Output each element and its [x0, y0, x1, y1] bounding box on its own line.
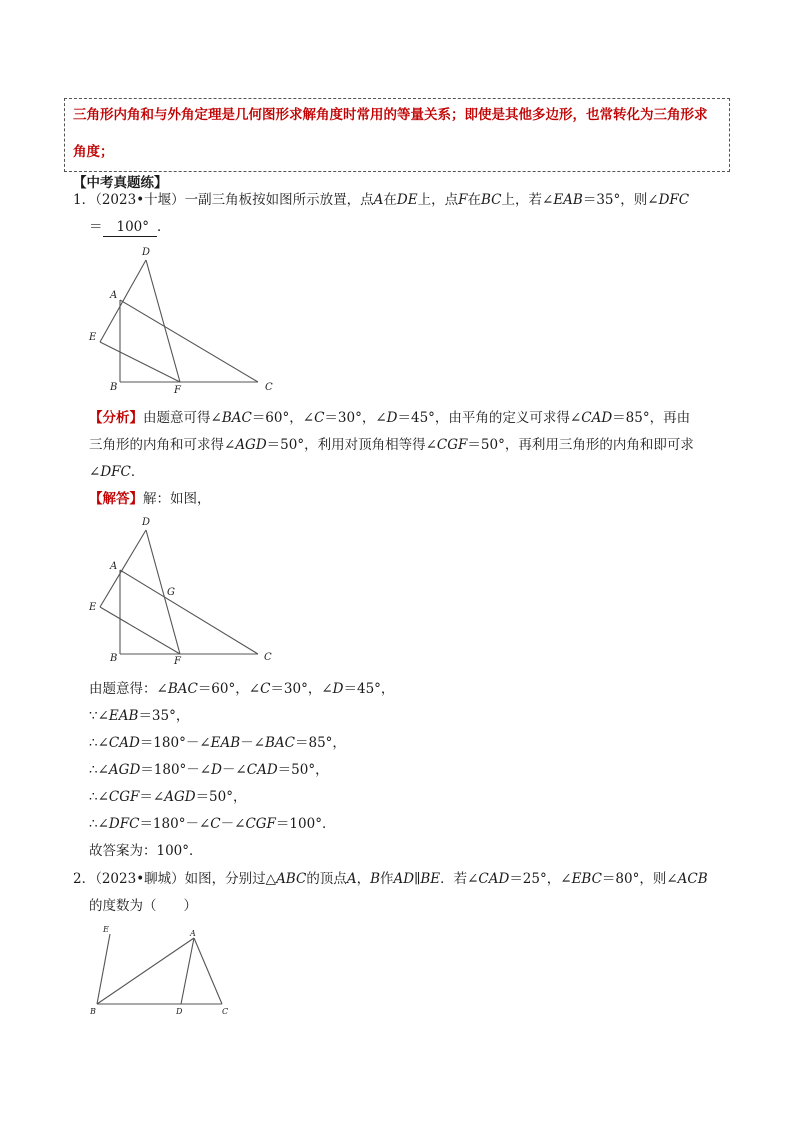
q2-number: 2． [73, 871, 96, 887]
fig2-label-f: F [174, 656, 181, 667]
step-var: CAD [108, 735, 140, 751]
q2-stem-line-1 [73, 873, 708, 887]
step-var: CGF [108, 789, 140, 805]
step-text: ＝180°－∠ [139, 735, 211, 751]
q1-var: A [373, 192, 384, 208]
analysis-text: ＝50°，利用对顶角相等得∠ [266, 437, 437, 453]
q1-var: BC [480, 192, 502, 208]
analysis-var: D [386, 410, 398, 426]
step-text: ∴∠ [89, 735, 109, 751]
q2-label-a: A [190, 929, 196, 938]
q1-source: （2023•十堰） [95, 192, 185, 208]
fig1-label-a: A [110, 290, 118, 301]
step-text: ∴∠ [89, 816, 109, 832]
solution-step-2 [89, 710, 189, 724]
q1-stem-text: 一副三角板按如图所示放置，点 [184, 192, 374, 208]
step-text: ∵∠ [89, 708, 109, 724]
step-text: ∴∠ [89, 789, 109, 805]
analysis-text: ＝60°，∠ [251, 410, 315, 426]
step-var: EAB [210, 735, 241, 751]
step-text: ＝50°， [277, 762, 329, 778]
q2-stem-text: ＝25°，∠ [509, 871, 572, 887]
step-text: ＝60°，∠ [197, 681, 261, 697]
tip-line-2: 角度； [73, 144, 114, 160]
step-var: D [332, 681, 344, 697]
q1-stem-text: 在 [467, 192, 481, 208]
q1-var: F [458, 192, 468, 208]
fig1-label-d: D [142, 247, 151, 258]
fig1-label-f: F [174, 385, 181, 396]
q1-number: 1． [73, 192, 96, 208]
step-text: ＝35°， [138, 708, 190, 724]
q1-stem-text: 在 [383, 192, 397, 208]
analysis-var: CAD [581, 410, 613, 426]
q1-period: ． [157, 219, 171, 235]
fig2-label-c: C [264, 652, 272, 663]
q1-answer-blank: 100° [103, 221, 158, 237]
step-var: AGD [164, 789, 196, 805]
analysis-var: AGD [235, 437, 267, 453]
analysis-text: ＝30°，∠ [324, 410, 387, 426]
q2-label-b: B [90, 1007, 96, 1016]
fig2-label-b: B [110, 653, 118, 664]
step-var: C [260, 681, 271, 697]
tip-line-1: 三角形内角和与外角定理是几何图形求解角度时常用的等量关系；即使是其他多边形，也常转化为三角形求 [73, 107, 708, 123]
q1-stem-text: 上，若∠ [501, 192, 554, 208]
analysis-var: DFC [100, 464, 131, 480]
q2-stem-text: ∥ [414, 871, 421, 887]
analysis-text: ＝50°，再利用三角形的内角和即可求 [467, 437, 694, 453]
q1-analysis-line-3 [89, 466, 144, 480]
q2-var: A [346, 871, 357, 887]
solution-step-5 [89, 791, 247, 805]
step-var: BAC [167, 681, 198, 697]
analysis-text: 由题意可得∠ [143, 410, 222, 426]
solution-intro-text: 解：如图， [143, 491, 211, 507]
q1-stem-line-2 [89, 221, 171, 237]
step-var: CGF [245, 816, 276, 832]
q2-stem-text: ．若∠ [440, 871, 479, 887]
q1-stem-line-1 [73, 194, 689, 208]
q2-var: CAD [478, 871, 510, 887]
step-text: －∠ [220, 816, 246, 832]
analysis-var: BAC [221, 410, 252, 426]
step-text: 由题意得：∠ [89, 681, 168, 697]
step-text: ＝100°． [275, 816, 336, 832]
analysis-text: ＝85°，再由 [612, 410, 691, 426]
q2-stem-text: 的顶点 [306, 871, 347, 887]
q2-label-c: C [222, 1007, 229, 1016]
fig1-label-c: C [265, 382, 273, 393]
analysis-tag: 【分析】 [89, 410, 143, 426]
analysis-var: C [314, 410, 325, 426]
q1-analysis-line-2 [89, 439, 694, 453]
q2-var: ABC [276, 871, 307, 887]
q2-figure [84, 920, 234, 1020]
q2-label-e: E [103, 925, 109, 934]
analysis-text: ＝45°，由平角的定义可求得∠ [397, 410, 582, 426]
step-text: ＝180°－∠ [140, 762, 212, 778]
solution-step-3 [89, 737, 346, 751]
q1-figure-1 [82, 238, 282, 396]
step-text: －∠ [240, 735, 265, 751]
q1-stem-text: ＝35°，则∠ [582, 192, 659, 208]
step-var: BAC [265, 735, 295, 751]
q2-var: B [370, 871, 380, 887]
q2-stem-text: ， [356, 871, 371, 887]
analysis-var: CGF [436, 437, 468, 453]
step-text: ＝180°－∠ [139, 816, 211, 832]
q2-stem-text: 作 [379, 871, 394, 887]
fig1-label-b: B [110, 382, 118, 393]
q1-figure-2 [82, 510, 282, 668]
step-text: ∴∠ [89, 762, 109, 778]
q1-var: EAB [553, 192, 583, 208]
step-text: ＝30°，∠ [270, 681, 333, 697]
step-text: ＝50°， [195, 789, 247, 805]
analysis-text: 三角形的内角和可求得∠ [89, 437, 236, 453]
q1-var: DE [396, 192, 418, 208]
analysis-text: ∠ [89, 464, 101, 480]
fig2-label-a: A [110, 561, 118, 572]
q1-var: DFC [658, 192, 690, 208]
fig2-label-d: D [142, 517, 151, 528]
solution-step-4 [89, 764, 329, 778]
step-var: AGD [108, 762, 141, 778]
solution-step-1 [89, 683, 394, 697]
q1-analysis-line-1 [89, 412, 690, 426]
step-var: EAB [108, 708, 139, 724]
q1-equals: ＝ [89, 219, 103, 235]
section-title: 【中考真题练】 [73, 175, 168, 191]
fig1-label-e: E [89, 332, 97, 343]
solution-step-6 [89, 818, 335, 832]
q1-solution-intro [89, 493, 211, 507]
step-text: ＝∠ [139, 789, 165, 805]
fig2-label-e: E [89, 602, 97, 613]
step-var: CAD [246, 762, 278, 778]
q2-label-d: D [176, 1007, 183, 1016]
solution-final-answer: 故答案为：100°． [89, 843, 203, 859]
step-text: －∠ [221, 762, 247, 778]
q2-var: AD [393, 871, 415, 887]
step-text: ＝45°， [343, 681, 395, 697]
q2-var: EBC [571, 871, 602, 887]
analysis-text: ． [130, 464, 145, 480]
step-var: C [210, 816, 221, 832]
step-var: D [211, 762, 222, 778]
solution-tag: 【解答】 [89, 491, 143, 507]
step-var: DFC [108, 816, 140, 832]
q2-var: ACB [677, 871, 708, 887]
fig2-label-g: G [167, 587, 175, 598]
q2-stem-line-2: 的度数为（ ） [89, 898, 197, 914]
q1-stem-text: 上，点 [417, 192, 459, 208]
step-text: ＝85°， [295, 735, 346, 751]
q2-stem-text: ＝80°，则∠ [601, 871, 678, 887]
q2-var: BE [420, 871, 441, 887]
q2-source: （2023•聊城） [95, 871, 185, 887]
q2-stem-text: 如图，分别过△ [184, 871, 277, 887]
